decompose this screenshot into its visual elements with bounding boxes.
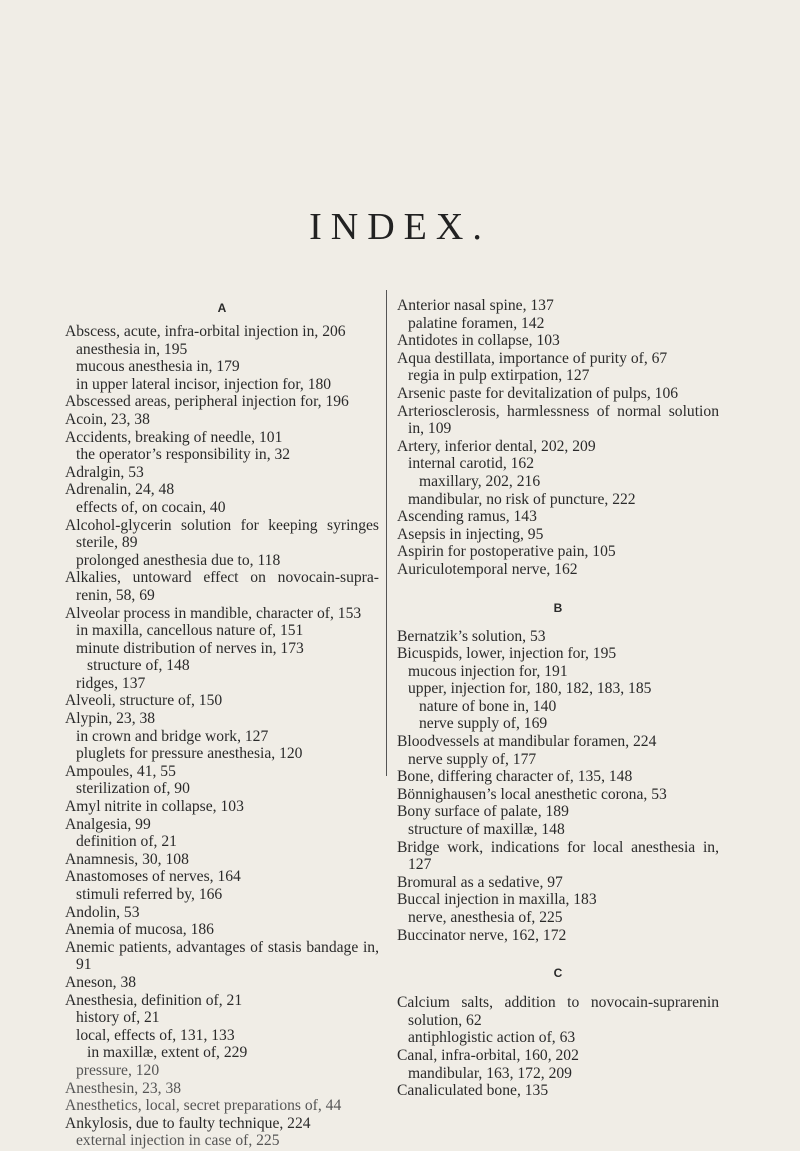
index-entry: Bromural as a sedative, 97 (397, 873, 563, 891)
index-entry: the operator’s responsibility in, 32 (76, 446, 291, 464)
index-entry: ridges, 137 (76, 674, 146, 692)
index-entry: Aqua destillata, importance of purity of, 67 (397, 349, 668, 367)
index-entry: history of, 21 (76, 1009, 160, 1027)
index-entry: Anterior nasal spine, 137 (397, 297, 554, 314)
index-entry: minute distribution of nerves in, 173 (76, 639, 304, 657)
index-entry: external injection in case of, 225 (76, 1132, 280, 1150)
index-entry: Bönnighausen’s local anesthetic corona, 53 (397, 785, 667, 803)
index-entry: Calcium salts, addition to novocain-suprarenin solution, 62 (397, 994, 719, 1029)
index-entry: Acoin, 23, 38 (65, 410, 150, 428)
index-entry: Arsenic paste for devitalization of pulps, 106 (397, 384, 679, 402)
index-entry: Arteriosclerosis, harmlessness of normal solution in, 109 (397, 402, 719, 438)
index-entry: Bone, differing character of, 135, 148 (397, 768, 633, 786)
index-entry: pluglets for pressure anesthesia, 120 (76, 745, 303, 763)
section-letter-c: C (553, 966, 563, 981)
index-entry: internal carotid, 162 (408, 455, 535, 473)
index-entry: Amyl nitrite in collapse, 103 (65, 798, 244, 816)
index-entry: Bridge work, indications for local anesthesia in, 127 (397, 838, 719, 874)
index-entry: Bloodvessels at mandibular foramen, 224 (397, 733, 657, 751)
column-divider (386, 290, 387, 776)
index-entry: structure of, 148 (87, 657, 190, 675)
index-entry: Alveoli, structure of, 150 (65, 692, 223, 710)
index-entry: structure of maxillæ, 148 (408, 821, 565, 839)
index-entry: nerve, anesthesia of, 225 (408, 909, 563, 926)
index-entry: maxillary, 202, 216 (419, 472, 541, 490)
index-entry: nerve supply of, 169 (419, 715, 548, 733)
index-entry: Alkalies, untoward effect on novocain-supra-renin, 58, 69 (65, 569, 379, 604)
index-entry: Abscess, acute, infra-orbital injection in, 206 (65, 323, 346, 340)
index-entry: Accidents, breaking of needle, 101 (65, 428, 283, 446)
index-entry: Buccal injection in maxilla, 183 (397, 891, 597, 909)
index-entry: in maxillæ, extent of, 229 (87, 1044, 248, 1062)
index-entry: prolonged anesthesia due to, 118 (76, 551, 281, 569)
section-letter-a: A (217, 301, 227, 315)
index-entry: Artery, inferior dental, 202, 209 (397, 437, 596, 455)
index-entry: Ascending ramus, 143 (397, 508, 537, 526)
index-entry: Bicuspids, lower, injection for, 195 (397, 645, 617, 663)
page-title: INDEX. (309, 206, 491, 248)
index-entry: mucous injection for, 191 (408, 662, 568, 680)
index-entry: effects of, on cocain, 40 (76, 498, 226, 516)
index-column-right (397, 297, 719, 1100)
index-entry: Anastomoses of nerves, 164 (65, 868, 241, 886)
index-entry: Alcohol-glycerin solution for keeping syringes sterile, 89 (65, 516, 379, 552)
index-entry: regia in pulp extirpation, 127 (408, 367, 590, 385)
index-entry: Analgesia, 99 (65, 815, 151, 833)
index-column-left (65, 323, 379, 1150)
index-entry: Auriculotemporal nerve, 162 (397, 560, 578, 578)
index-entry: Ankylosis, due to faulty technique, 224 (65, 1114, 311, 1132)
index-entry: Adrenalin, 24, 48 (65, 481, 175, 499)
index-entry: Aneson, 38 (65, 973, 137, 991)
index-entry: Canaliculated bone, 135 (397, 1082, 549, 1100)
index-entry: Ampoules, 41, 55 (65, 762, 176, 780)
index-entry: definition of, 21 (76, 833, 177, 851)
index-entry: Anemic patients, advantages of stasis bandage in, 91 (65, 938, 379, 974)
index-entry: nature of bone in, 140 (419, 697, 557, 715)
index-entry: Anesthesin, 23, 38 (65, 1079, 182, 1097)
index-entry: Bony surface of palate, 189 (397, 803, 569, 821)
index-entry: stimuli referred by, 166 (76, 886, 223, 903)
index-entry: Anamnesis, 30, 108 (65, 850, 189, 868)
index-entry: Bernatzik’s solution, 53 (397, 627, 546, 645)
index-entry: Anesthetics, local, secret preparations of, 44 (65, 1097, 342, 1115)
index-entry: Alveolar process in mandible, character of, 153 (65, 604, 362, 622)
index-entry: local, effects of, 131, 133 (76, 1026, 235, 1044)
section-letter-b: B (553, 600, 563, 615)
index-entry: Buccinator nerve, 162, 172 (397, 926, 567, 944)
index-entry: anesthesia in, 195 (76, 340, 188, 358)
index-entry: sterilization of, 90 (76, 780, 190, 798)
index-entry: upper, injection for, 180, 182, 183, 185 (408, 680, 652, 698)
index-entry: palatine foramen, 142 (408, 314, 545, 332)
index-entry: Aspirin for postoperative pain, 105 (397, 543, 616, 561)
index-entry: Canal, infra-orbital, 160, 202 (397, 1046, 579, 1064)
index-entry: mucous anesthesia in, 179 (76, 358, 240, 376)
index-entry: in upper lateral incisor, injection for, 180 (76, 375, 332, 393)
index-entry: Abscessed areas, peripheral injection for, 196 (65, 393, 349, 411)
index-entry: Antidotes in collapse, 103 (397, 332, 560, 350)
index-entry: Anesthesia, definition of, 21 (65, 991, 243, 1009)
index-entry: in maxilla, cancellous nature of, 151 (76, 622, 304, 640)
index-entry: mandibular, 163, 172, 209 (408, 1064, 572, 1082)
index-entry: Andolin, 53 (65, 903, 140, 921)
index-entry: Adralgin, 53 (65, 463, 144, 481)
index-entry: Asepsis in injecting, 95 (397, 525, 544, 543)
index-entry: antiphlogistic action of, 63 (408, 1029, 576, 1047)
index-entry: nerve supply of, 177 (408, 750, 537, 768)
index-entry: in crown and bridge work, 127 (76, 727, 269, 745)
index-entry: Alypin, 23, 38 (65, 710, 156, 728)
index-entry: Anemia of mucosa, 186 (65, 921, 214, 939)
index-entry: pressure, 120 (76, 1061, 160, 1079)
index-entry: mandibular, no risk of puncture, 222 (408, 490, 636, 508)
